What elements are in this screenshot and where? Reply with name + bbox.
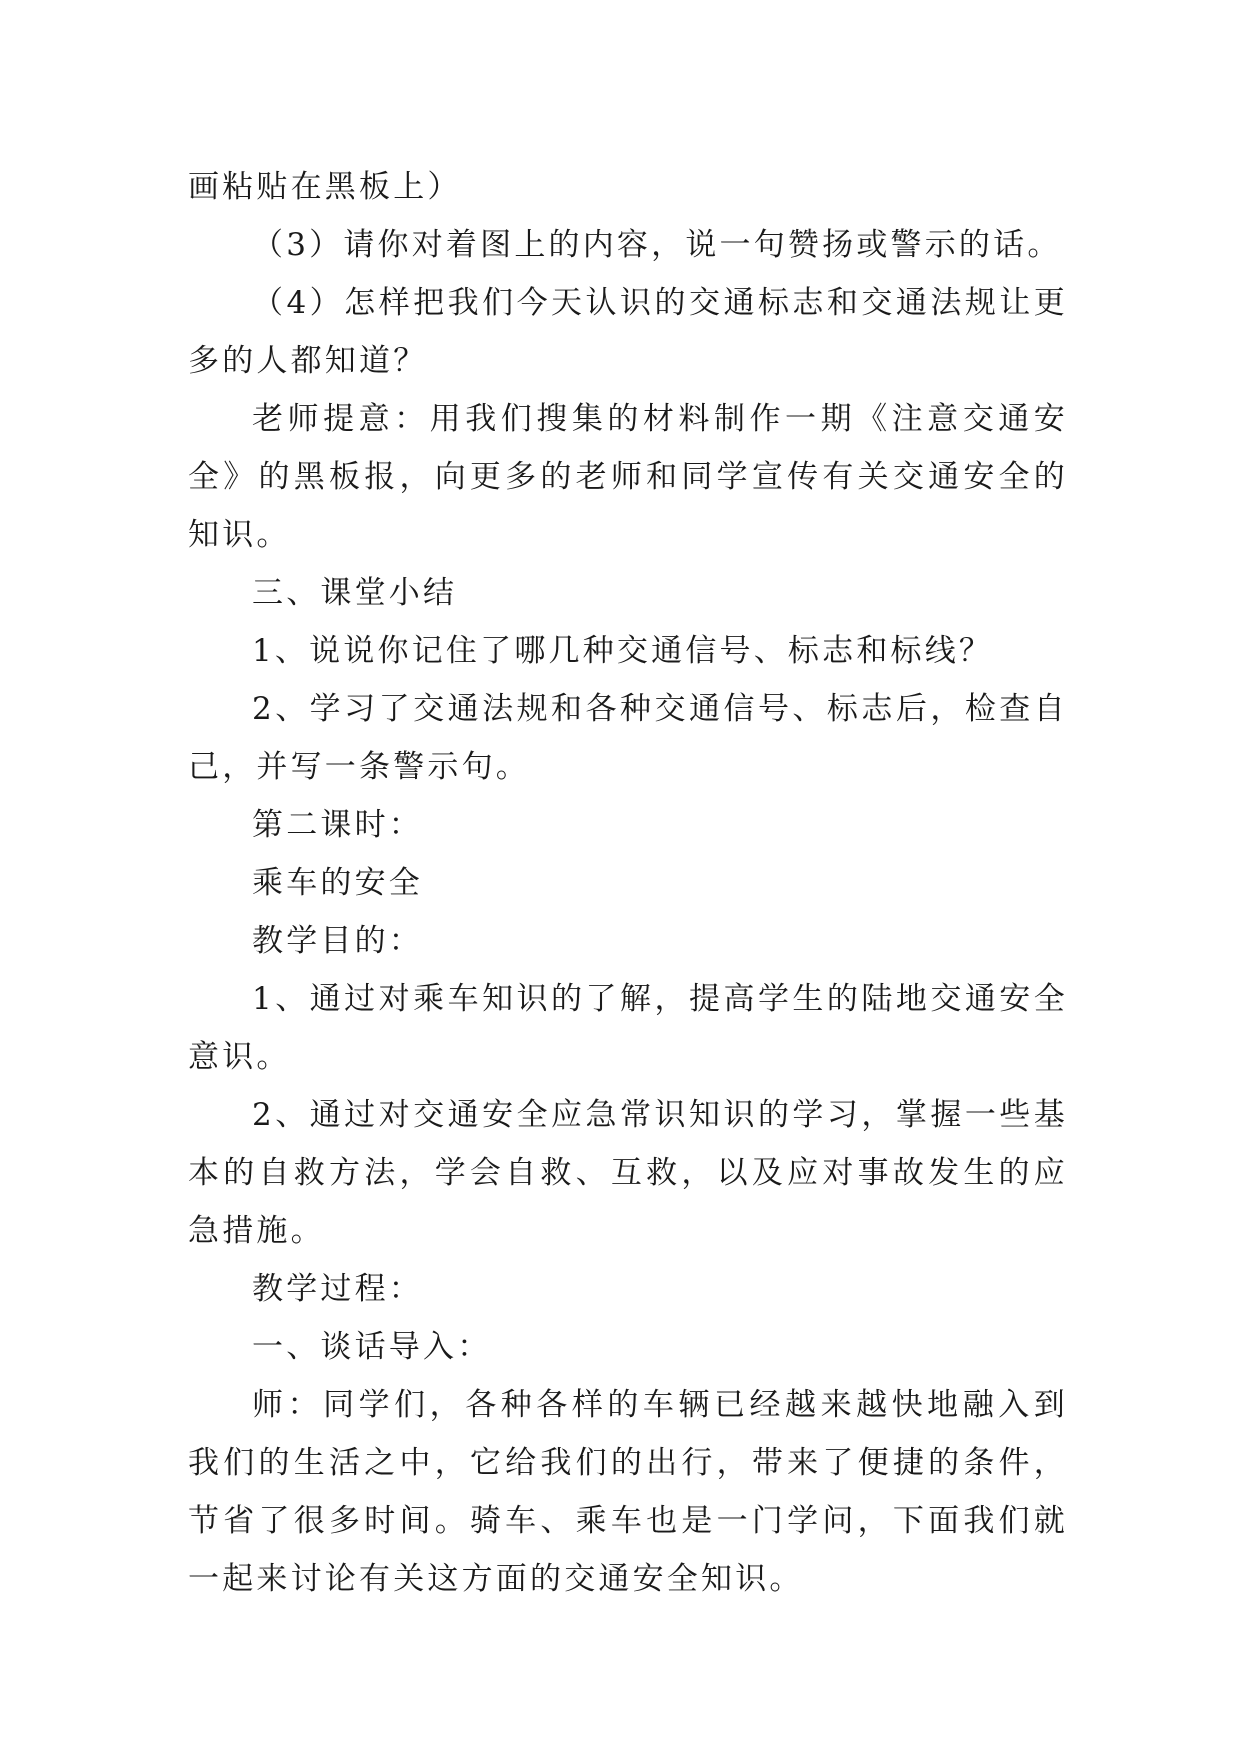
objectives-heading: 教学目的：	[252, 923, 423, 959]
paragraph-question-3: （3）请你对着图上的内容，说一句赞扬或警示的话。	[252, 227, 1062, 263]
paragraph-continuation: 画粘贴在黑板上）	[188, 169, 462, 205]
paragraph-question-4: （4）怎样把我们今天认识的交通标志和交通法规让更多的人都知道？	[188, 285, 1068, 379]
process-heading: 教学过程：	[252, 1271, 423, 1307]
paragraph-teacher-intro: 师：同学们，各种各样的车辆已经越来越快地融入到我们的生活之中，它给我们的出行，带来了便捷的条件，节省了很多时间。骑车、乘车也是一门学问，下面我们就一起来讨论有关这方面的交通安全知识。	[188, 1387, 1068, 1597]
paragraph-summary-1: 1、说说你记住了哪几种交通信号、标志和标线？	[252, 633, 994, 669]
paragraph-teacher-tip: 老师提意：用我们搜集的材料制作一期《注意交通安全》的黑板报，向更多的老师和同学宣传有关交通安全的知识。	[188, 401, 1068, 553]
intro-heading: 一、谈话导入：	[252, 1329, 492, 1365]
paragraph-summary-2: 2、学习了交通法规和各种交通信号、标志后，检查自己，并写一条警示句。	[188, 691, 1068, 785]
objective-1: 1、通过对乘车知识的了解，提高学生的陆地交通安全意识。	[188, 981, 1068, 1075]
section-heading-summary: 三、课堂小结	[252, 575, 458, 611]
lesson-title: 乘车的安全	[252, 865, 423, 901]
objective-2: 2、通过对交通安全应急常识知识的学习，掌握一些基本的自救方法，学会自救、互救，以及应对事故发生的应急措施。	[188, 1097, 1068, 1249]
lesson-heading: 第二课时：	[252, 807, 423, 843]
document-body	[188, 158, 1068, 1608]
